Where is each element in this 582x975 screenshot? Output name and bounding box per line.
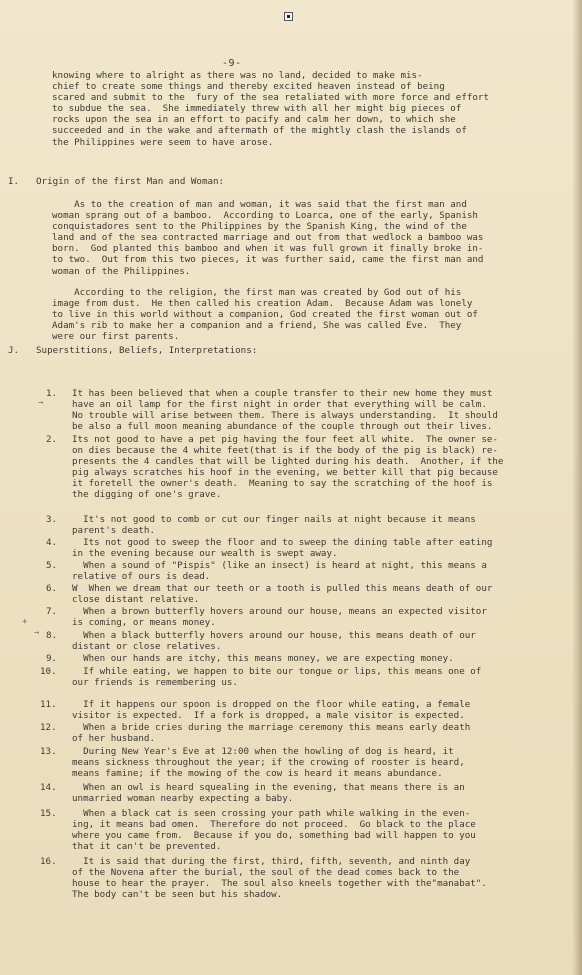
section-j-title: Superstitions, Beliefs, Interpretations: <box>36 345 258 356</box>
section-i-paragraph-1 <box>52 199 483 277</box>
text-line: have an oil lamp for the first night in order that everything will be calm. <box>72 399 487 411</box>
text-line: unmarried woman nearby expecting a baby. <box>72 793 294 805</box>
margin-mark: → <box>34 628 40 638</box>
text-line: that it can't be prevented. <box>72 841 222 853</box>
text-line: be also a full moon meaning abundance of the couple through out their lives. <box>72 421 493 433</box>
superstition-item <box>72 583 492 605</box>
text-line: where you came from. Because if you do, something bad will happen to you <box>72 830 476 842</box>
text-line: chief to create some things and thereby excited heaven instead of being <box>52 81 445 93</box>
text-line: knowing where to alright as there was no land, decided to make mis- <box>52 70 423 81</box>
text-line: on dies because the 4 white feet(that is if the body of the pig is black) re- <box>72 445 498 457</box>
text-line: scared and submit to the fury of the sea retaliated with more force and effort <box>52 92 489 104</box>
text-line: ing, it means bad omen. Therefore do not proceed. Go black to the place <box>72 819 476 831</box>
intro-paragraph <box>52 70 489 148</box>
superstition-item <box>72 746 465 779</box>
text-line: relative of ours is dead. <box>72 571 211 583</box>
item-number: 13. <box>40 746 57 757</box>
text-line: is coming, or means money. <box>72 617 216 629</box>
text-line: to two. Out from this two pieces, it was further said, came the first man and <box>52 254 484 266</box>
text-line: the Philippines were seem to have arose. <box>52 136 274 148</box>
superstition-item <box>72 630 476 652</box>
text-line: our friends is remembering us. <box>72 677 238 689</box>
text-line: As to the creation of man and woman, it was said that the first man and <box>52 199 467 210</box>
text-line: woman sprang out of a bamboo. According to Loarca, one of the early, Spanish <box>52 210 478 222</box>
text-line: pig always scratches his hoof in the evening, we better kill that pig because <box>72 467 498 479</box>
text-line: It has been believed that when a couple transfer to their new home they must <box>72 388 493 399</box>
superstition-item <box>72 808 476 852</box>
item-number: 4. <box>46 537 58 548</box>
text-line: to live in this world without a companion, God created the first woman out of <box>52 309 478 321</box>
text-line: means famine; if the mowing of the cow is heard it means abundance. <box>72 768 443 780</box>
superstition-item <box>72 606 487 628</box>
item-number: 9. <box>46 653 58 664</box>
text-line: in the evening because our wealth is swept away. <box>72 548 338 560</box>
superstition-item <box>72 782 465 804</box>
text-line: When a sound of "Pispis" (like an insect) is heard at night, this means a <box>72 560 487 571</box>
text-line: During New Year's Eve at 12:00 when the howling of dog is heard, it <box>72 746 454 757</box>
item-number: 3. <box>46 514 58 525</box>
text-line: When a black butterfly hovers around our house, this means death of our <box>72 630 476 641</box>
section-j-letter: J. <box>8 345 20 356</box>
page-number: -9- <box>222 58 242 69</box>
item-number: 8. <box>46 630 58 641</box>
item-number: 6. <box>46 583 58 594</box>
text-line: it foretell the owner's death. Meaning to say the scratching of the hoof is <box>72 478 493 490</box>
text-line: The body can't be seen but his shadow. <box>72 889 283 901</box>
text-line: When an owl is heard squealing in the evening, that means there is an <box>72 782 465 793</box>
text-line: If while eating, we happen to bite our tongue or lips, this means one of <box>72 666 482 677</box>
text-line: woman of the Philippines. <box>52 265 191 277</box>
text-line: of the Novena after the burial, the soul of the dead comes back to the <box>72 867 460 879</box>
text-line: were our first parents. <box>52 331 180 343</box>
superstition-item <box>72 537 492 559</box>
text-line: conquistadores sent to the Philippines by the Spanish King, the wind of the <box>52 221 467 233</box>
text-line: Its not good to have a pet pig having the four feet all white. The owner se- <box>72 434 498 445</box>
text-line: Its not good to sweep the floor and to sweep the dining table after eating <box>72 537 493 548</box>
item-number: 16. <box>40 856 57 867</box>
text-line: It is said that during the first, third, fifth, seventh, and ninth day <box>72 856 471 867</box>
binder-hole-icon <box>284 12 293 21</box>
section-i-paragraph-2 <box>52 287 478 342</box>
margin-mark: + <box>22 617 28 627</box>
text-line: If it happens our spoon is dropped on the floor while eating, a female <box>72 699 471 710</box>
superstition-item <box>72 666 481 688</box>
item-number: 2. <box>46 434 58 445</box>
superstition-item <box>72 388 498 432</box>
text-line: According to the religion, the first man was created by God out of his <box>52 287 462 298</box>
text-line: means sickness throughout the year; if the crowing of rooster is heard, <box>72 757 465 769</box>
item-number: 14. <box>40 782 57 793</box>
item-number: 7. <box>46 606 58 617</box>
item-number: 1. <box>46 388 58 399</box>
text-line: land and of the sea contracted marriage and out from that wedlock a bamboo was <box>52 232 484 244</box>
text-line: rocks upon the sea in an effort to pacify and calm her down, to which she <box>52 114 456 126</box>
text-line: house to hear the prayer. The soul also kneels together with the"manabat". <box>72 878 487 890</box>
text-line: When our hands are itchy, this means money, we are expecting money. <box>72 653 454 664</box>
superstition-item <box>72 514 476 536</box>
superstition-item <box>72 653 454 664</box>
text-line: the digging of one's grave. <box>72 489 222 501</box>
superstition-item <box>72 560 487 582</box>
text-line: of her husband. <box>72 733 155 745</box>
section-i-title: Origin of the first Man and Woman: <box>36 176 225 187</box>
text-line: When a brown butterfly hovers around our house, means an expected visitor <box>72 606 487 617</box>
text-line: No trouble will arise between them. There is always understanding. It should <box>72 410 498 422</box>
text-line: presents the 4 candles that will be lighted during his death. Another, if the <box>72 456 504 468</box>
text-line: visitor is expected. If a fork is dropped, a male visitor is expected. <box>72 710 465 722</box>
text-line: When a black cat is seen crossing your path while walking in the even- <box>72 808 471 819</box>
text-line: Adam's rib to make her a companion and a friend, She was called Eve. They <box>52 320 462 332</box>
superstition-item <box>72 722 470 744</box>
item-number: 11. <box>40 699 57 710</box>
superstition-item <box>72 434 503 501</box>
item-number: 15. <box>40 808 57 819</box>
text-line: When a bride cries during the marriage ceremony this means early death <box>72 722 471 733</box>
superstition-item <box>72 856 487 900</box>
margin-mark: → <box>38 398 44 408</box>
section-i-letter: I. <box>8 176 20 187</box>
item-number: 10. <box>40 666 57 677</box>
text-line: distant or close relatives. <box>72 641 222 653</box>
superstition-item <box>72 699 470 721</box>
text-line: It's not good to comb or cut our finger nails at night because it means <box>72 514 476 525</box>
text-line: W When we dream that our teeth or a tooth is pulled this means death of our <box>72 583 493 594</box>
text-line: parent's death. <box>72 525 155 537</box>
text-line: born. God planted this bamboo and when it was full grown it finally broke in- <box>52 243 484 255</box>
item-number: 12. <box>40 722 57 733</box>
text-line: succeeded and in the wake and aftermath of the mightly clash the islands of <box>52 125 467 137</box>
text-line: close distant relative. <box>72 594 200 606</box>
text-line: image from dust. He then called his creation Adam. Because Adam was lonely <box>52 298 473 310</box>
text-line: to subdue the sea. She immediately threw with all her might big pieces of <box>52 103 462 115</box>
item-number: 5. <box>46 560 58 571</box>
